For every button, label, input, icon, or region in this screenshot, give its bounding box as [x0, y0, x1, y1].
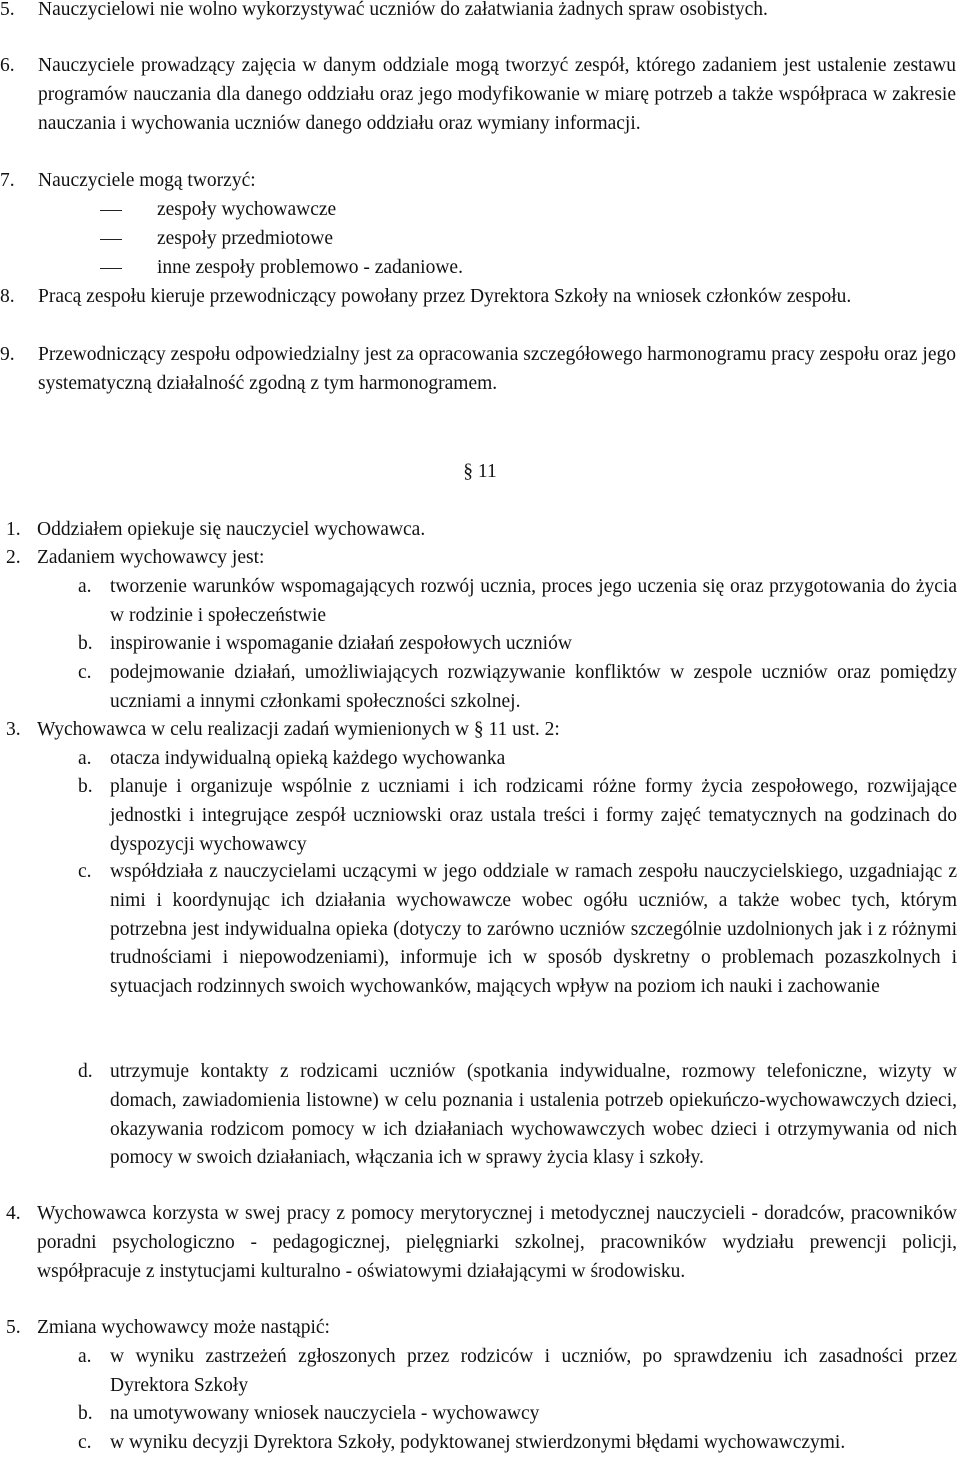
subitem-text: otacza indywidualną opieką każdego wychowanka — [110, 748, 506, 769]
paragraph-3-text: Wychowawca w celu realizacji zadań wymienionych w § 11 ust. 2: — [37, 719, 560, 740]
subitem-text: inspirowanie i wspomaganie działań zespołowych uczniów — [110, 633, 572, 654]
item-letter: b. — [78, 776, 93, 797]
item-number: 5. — [0, 0, 15, 20]
paragraph-1-text: Oddziałem opiekuje się nauczyciel wychowawca. — [37, 519, 426, 540]
item-9-text: Przewodniczący zespołu odpowiedzialny jest za opracowania szczegółowego harmonogramu pracy zespołu oraz jego systematyczną działalność zgodną z tym harmonogramem. — [38, 344, 956, 394]
item-number: 6. — [0, 55, 15, 76]
item-letter: a. — [78, 748, 92, 769]
dash-bullet — [100, 210, 122, 211]
item-letter: d. — [78, 1061, 93, 1082]
dash-item: zespoły wychowawcze — [157, 199, 337, 220]
item-number: 2. — [6, 547, 21, 568]
subitem-text: utrzymuje kontakty z rodzicami uczniów (spotkania indywidualne, rozmowy telefoniczne, wizyty w domach, zawiadomienia listowne) w celu poznania i ustalenia potrzeb opiekuńczo-wychowawczych dzieci, okazywania rodzicom pomocy w ich działaniach wychowawczych wobec dzieci i otrzymywania od nich pomocy w swoich działaniach, włączania ich w sprawy życia klasy i szkoły. — [110, 1061, 957, 1169]
item-letter: b. — [78, 1403, 93, 1424]
item-letter: a. — [78, 1346, 92, 1367]
item-letter: a. — [78, 576, 92, 597]
item-number: 8. — [0, 286, 15, 307]
subitem-text: podejmowanie działań, umożliwiających rozwiązywanie konfliktów w zespole uczniów oraz pomiędzy uczniami a innymi członkami społeczności szkolnej. — [110, 662, 957, 712]
item-number: 3. — [6, 719, 21, 740]
subitem-text: współdziała z nauczycielami uczącymi w jego oddziale w ramach zespołu nauczycielskiego, uzgadniając z nimi i koordynując ich działania wychowawcze wobec ogółu uczniów, a także wobec tych, którym potrzebna jest indywidualna opieka (dotyczy to zarówno uczniów szczególnie uzdolnionych jak i z różnymi trudnościami i niepowodzeniami), informuje ich w sposób dyskretny o problemach pozaszkolnych i sytuacjach rodzinnych swoich wychowanków, mających wpływ na poziom ich nauki i zachowanie — [110, 861, 957, 998]
item-8-text: Pracą zespołu kieruje przewodniczący powołany przez Dyrektora Szkoły na wniosek członków zespołu. — [38, 286, 852, 307]
item-letter: c. — [78, 1432, 92, 1453]
item-number: 7. — [0, 170, 15, 191]
subitem-text: w wyniku zastrzeżeń zgłoszonych przez rodziców i uczniów, po sprawdzeniu ich zasadności przez Dyrektora Szkoły — [110, 1346, 957, 1396]
subitem-text: tworzenie warunków wspomagających rozwój ucznia, proces jego uczenia się oraz przygotowania do życia w rodzinie i społeczeństwie — [110, 576, 957, 626]
item-5-text: Nauczycielowi nie wolno wykorzystywać uczniów do załatwiania żadnych spraw osobistych. — [38, 0, 768, 20]
subitem-text: w wyniku decyzji Dyrektora Szkoły, podyktowanej stwierdzonymi błędami wychowawczymi. — [110, 1432, 846, 1453]
dash-bullet — [100, 268, 122, 269]
subitem-text: na umotywowany wniosek nauczyciela - wychowawcy — [110, 1403, 540, 1424]
dash-bullet — [100, 239, 122, 240]
item-letter: c. — [78, 861, 92, 882]
paragraph-2-text: Zadaniem wychowawcy jest: — [37, 547, 265, 568]
item-letter: c. — [78, 662, 92, 683]
section-heading: § 11 — [463, 461, 497, 482]
item-number: 4. — [6, 1203, 21, 1224]
item-7-text: Nauczyciele mogą tworzyć: — [38, 170, 256, 191]
dash-item: zespoły przedmiotowe — [157, 228, 333, 249]
item-letter: b. — [78, 633, 93, 654]
item-6-text: Nauczyciele prowadzący zajęcia w danym oddziale mogą tworzyć zespół, którego zadaniem jest ustalenie zestawu programów nauczania dla danego oddziału oraz jego modyfikowanie w miarę potrzeb a także współpraca w zakresie nauczania i wychowania uczniów danego oddziału oraz wymiany informacji. — [38, 55, 956, 134]
item-number: 1. — [6, 519, 21, 540]
paragraph-5-text: Zmiana wychowawcy może nastąpić: — [37, 1317, 330, 1338]
paragraph-4-text: Wychowawca korzysta w swej pracy z pomocy merytorycznej i metodycznej nauczycieli - doradców, pracowników poradni psychologiczno - pedagogicznej, pielęgniarki szkolnej, pracowników wydziału prewencji policji, współpracuje z instytucjami kulturalno - oświatowymi działającymi w środowisku. — [37, 1203, 957, 1282]
dash-item: inne zespoły problemowo - zadaniowe. — [157, 257, 463, 278]
item-number: 5. — [6, 1317, 21, 1338]
subitem-text: planuje i organizuje wspólnie z uczniami i ich rodzicami różne formy życia zespołowego, rozwijające jednostki i integrujące zespół uczniowski oraz ustala treści i formy zajęć tematycznych na godzinach do dyspozycji wychowawcy — [110, 776, 957, 855]
item-number: 9. — [0, 344, 15, 365]
